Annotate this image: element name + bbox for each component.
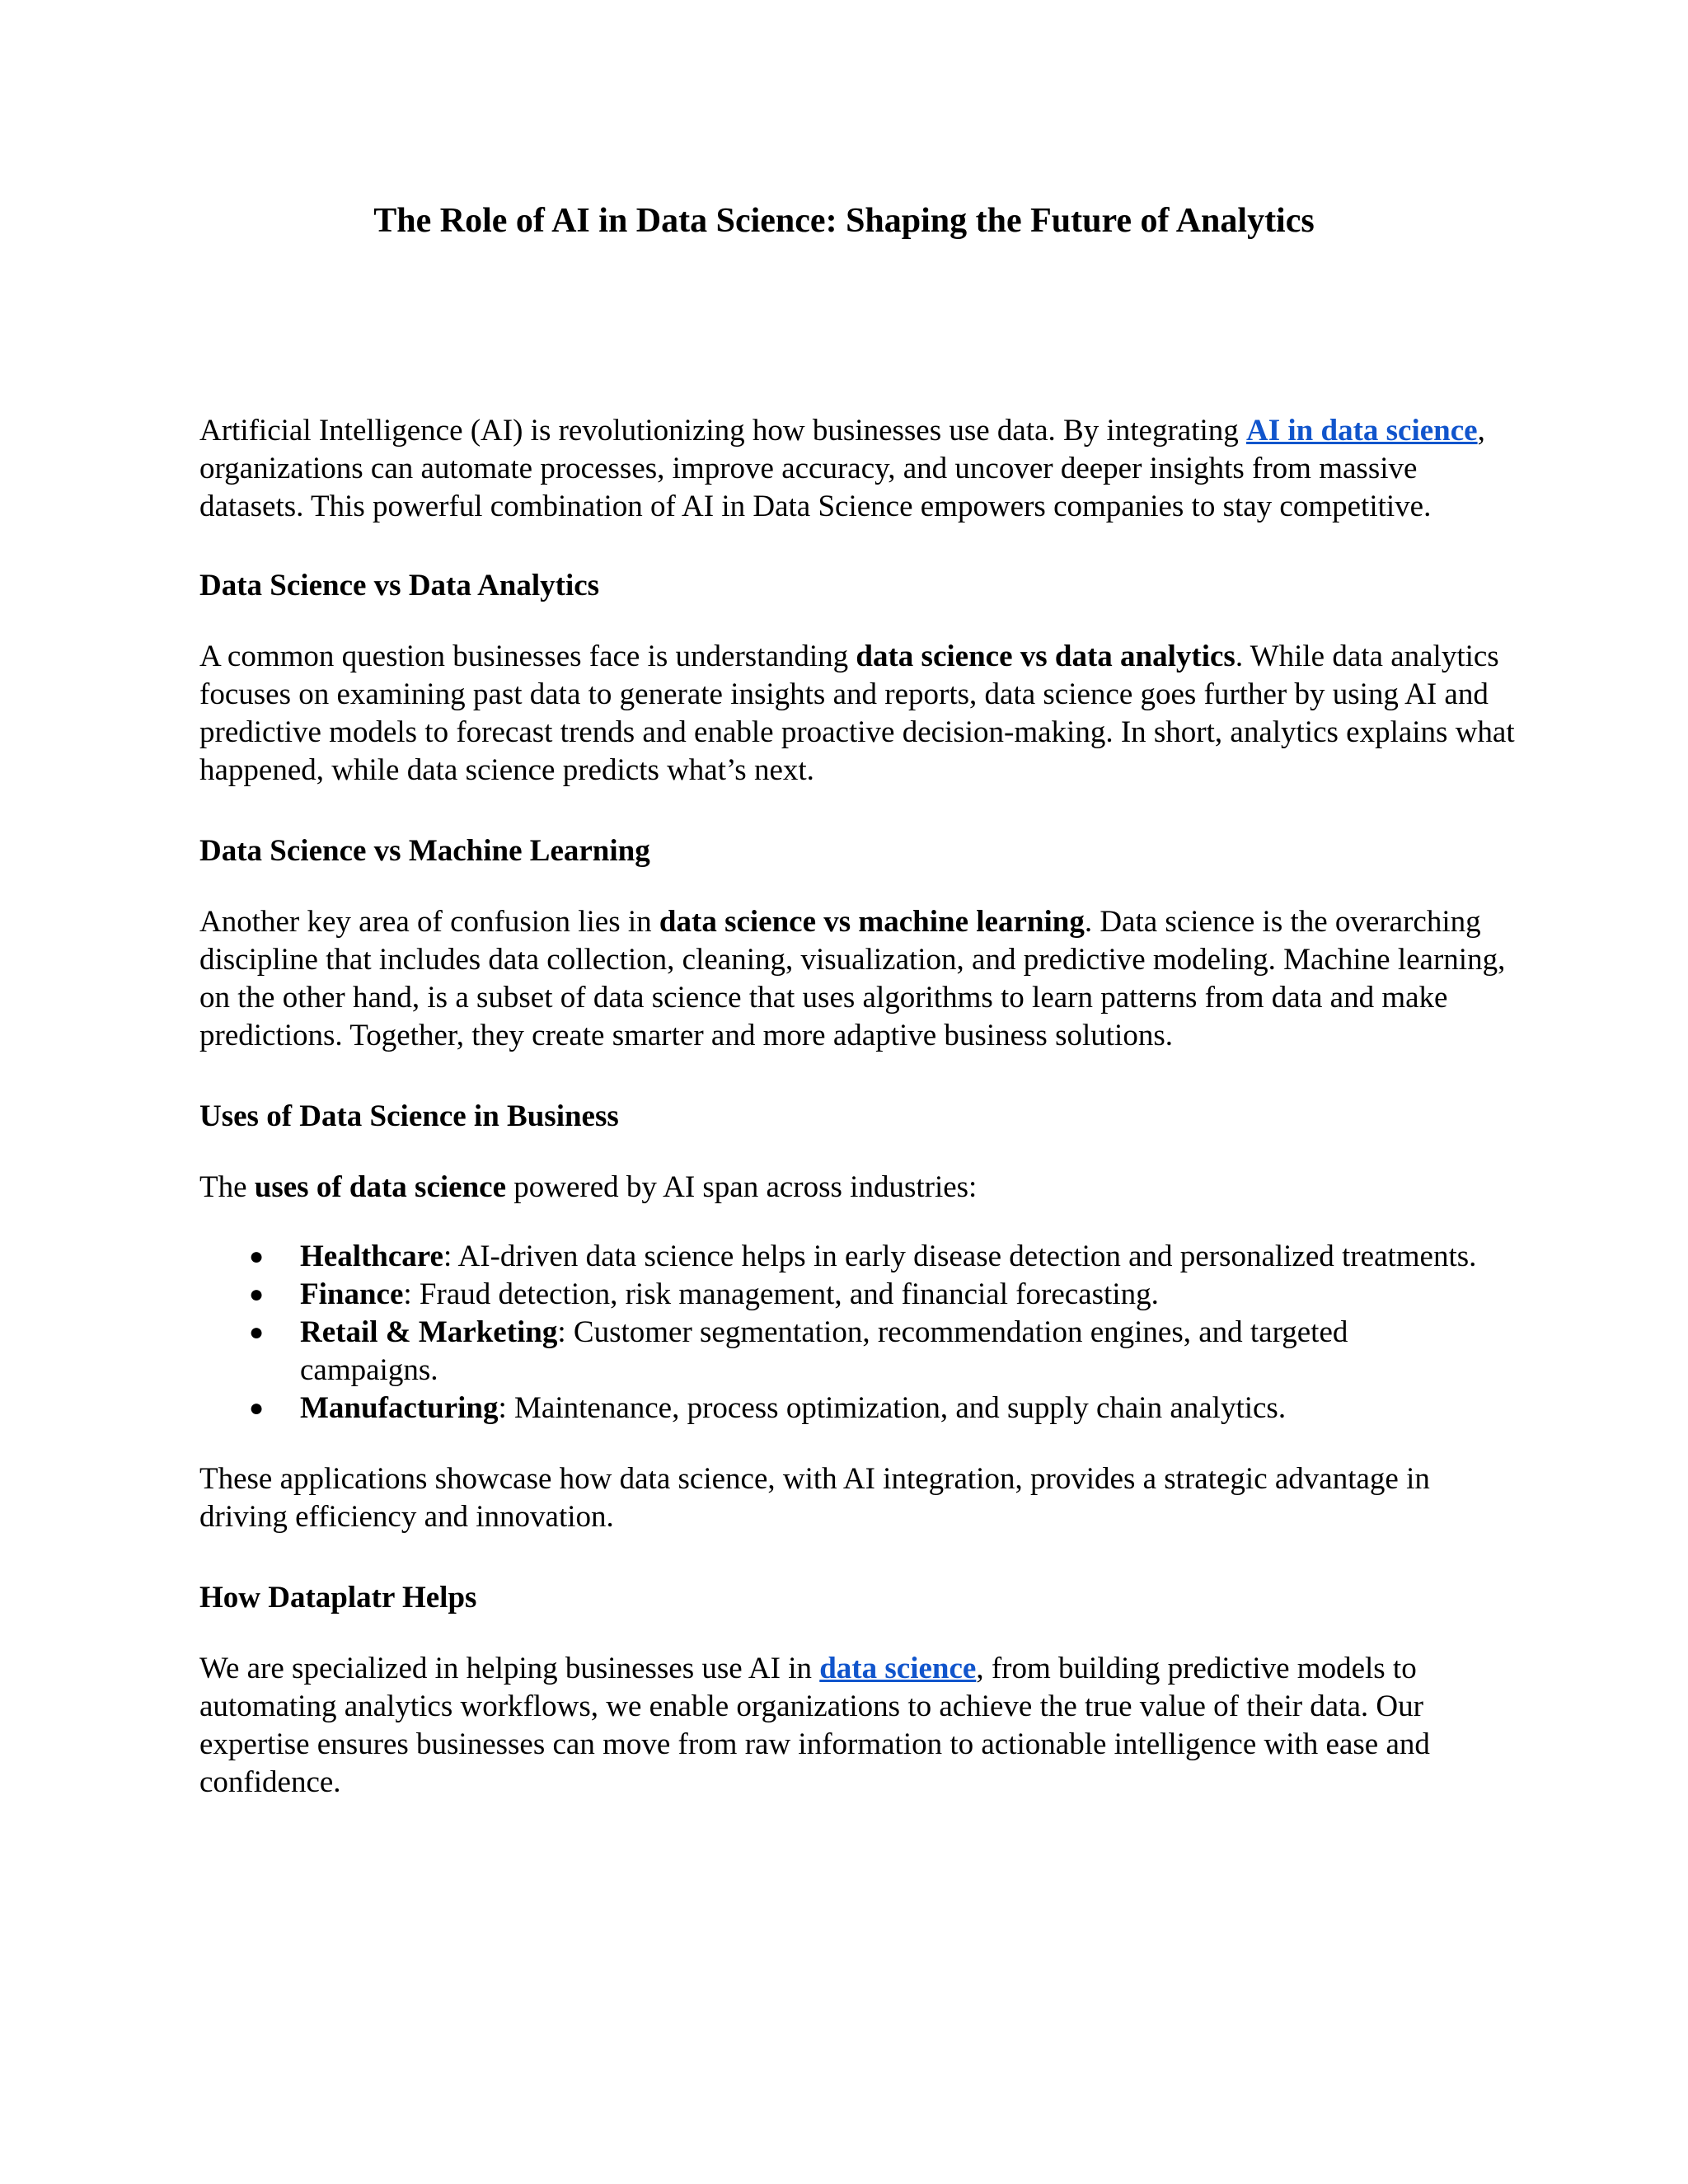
intro-text-before: Artificial Intelligence (AI) is revolutionizing how businesses use data. By integrating <box>199 414 1247 448</box>
list-item-healthcare <box>249 1238 1493 1276</box>
document-body <box>199 412 1515 1844</box>
uses-list <box>199 1238 1493 1427</box>
analytics-heading: Data Science vs Data Analytics <box>199 569 600 602</box>
uses-lead-bold: uses of data science <box>254 1170 506 1204</box>
ml-bold-term: data science vs machine learning <box>659 905 1085 939</box>
list-item-finance <box>249 1276 1493 1314</box>
uses-lead-paragraph <box>199 1169 1493 1207</box>
uses-heading: Uses of Data Science in Business <box>199 1099 619 1133</box>
list-item-retail-marketing <box>249 1314 1493 1390</box>
uses-lead-after: powered by AI span across industries: <box>506 1170 978 1204</box>
intro-paragraph <box>199 412 1493 526</box>
dataplatr-text-after: , from building predictive models to automating analytics workflows, we enable organizations to achieve the true value of their data. Our expertise ensures businesses can move from raw information to actionable intelligence with ease and confidence. <box>199 1652 1430 1799</box>
ml-heading: Data Science vs Machine Learning <box>199 834 650 868</box>
analytics-bold-term: data science vs data analytics <box>856 640 1236 673</box>
bullet-icon: ● <box>249 1394 265 1422</box>
list-item-manufacturing <box>249 1390 1493 1427</box>
list-item-term: Retail & Marketing <box>300 1315 558 1349</box>
analytics-text-after: . While data analytics focuses on examining past data to generate insights and reports, data science goes further by using AI and predictive models to forecast trends and enable proactive decision-making. In short, analytics explains what happened, while data science predicts what’s next. <box>199 640 1515 787</box>
analytics-paragraph <box>199 638 1518 790</box>
list-item-text: : Customer segmentation, recommendation engines, and targeted campaigns. <box>300 1315 1348 1387</box>
list-item-term: Healthcare <box>300 1240 443 1273</box>
bullet-icon: ● <box>249 1319 265 1346</box>
document-title: The Role of AI in Data Science: Shaping the Future of Analytics <box>373 202 1315 240</box>
list-item-text: : AI-driven data science helps in early disease detection and personalized treatments. <box>443 1240 1477 1273</box>
uses-lead-before: The <box>199 1170 255 1204</box>
ml-paragraph <box>199 903 1518 1055</box>
ml-text-after: . Data science is the overarching discipline that includes data collection, cleaning, visualization, and predictive modeling. Machine learning, on the other hand, is a subset of data science that uses algorithms to learn patterns from data and make predictions. Together, they create smarter and more adaptive business solutions. <box>199 905 1506 1052</box>
uses-closing-paragraph: These applications showcase how data science, with AI integration, provides a strategic advantage in driving efficiency and innovation. <box>199 1462 1430 1534</box>
analytics-text-before: A common question businesses face is understanding <box>199 640 856 673</box>
dataplatr-paragraph <box>199 1650 1493 1802</box>
dataplatr-heading: How Dataplatr Helps <box>199 1581 477 1615</box>
list-item-term: Finance <box>300 1277 404 1311</box>
intro-text-after: , organizations can automate processes, improve accuracy, and uncover deeper insights from massive datasets. This powerful combination of AI in Data Science empowers companies to stay competitive. <box>199 414 1485 523</box>
dataplatr-text-before: We are specialized in helping businesses use AI in <box>199 1652 820 1685</box>
list-item-text: : Fraud detection, risk management, and financial forecasting. <box>403 1277 1159 1311</box>
data-science-link[interactable]: data science <box>819 1652 977 1685</box>
ml-text-before: Another key area of confusion lies in <box>199 905 659 939</box>
bullet-icon: ● <box>249 1243 265 1270</box>
list-item-text: : Maintenance, process optimization, and supply chain analytics. <box>498 1391 1287 1425</box>
list-item-term: Manufacturing <box>300 1391 499 1425</box>
ai-in-data-science-link[interactable]: AI in data science <box>1246 414 1478 448</box>
bullet-icon: ● <box>249 1281 265 1308</box>
